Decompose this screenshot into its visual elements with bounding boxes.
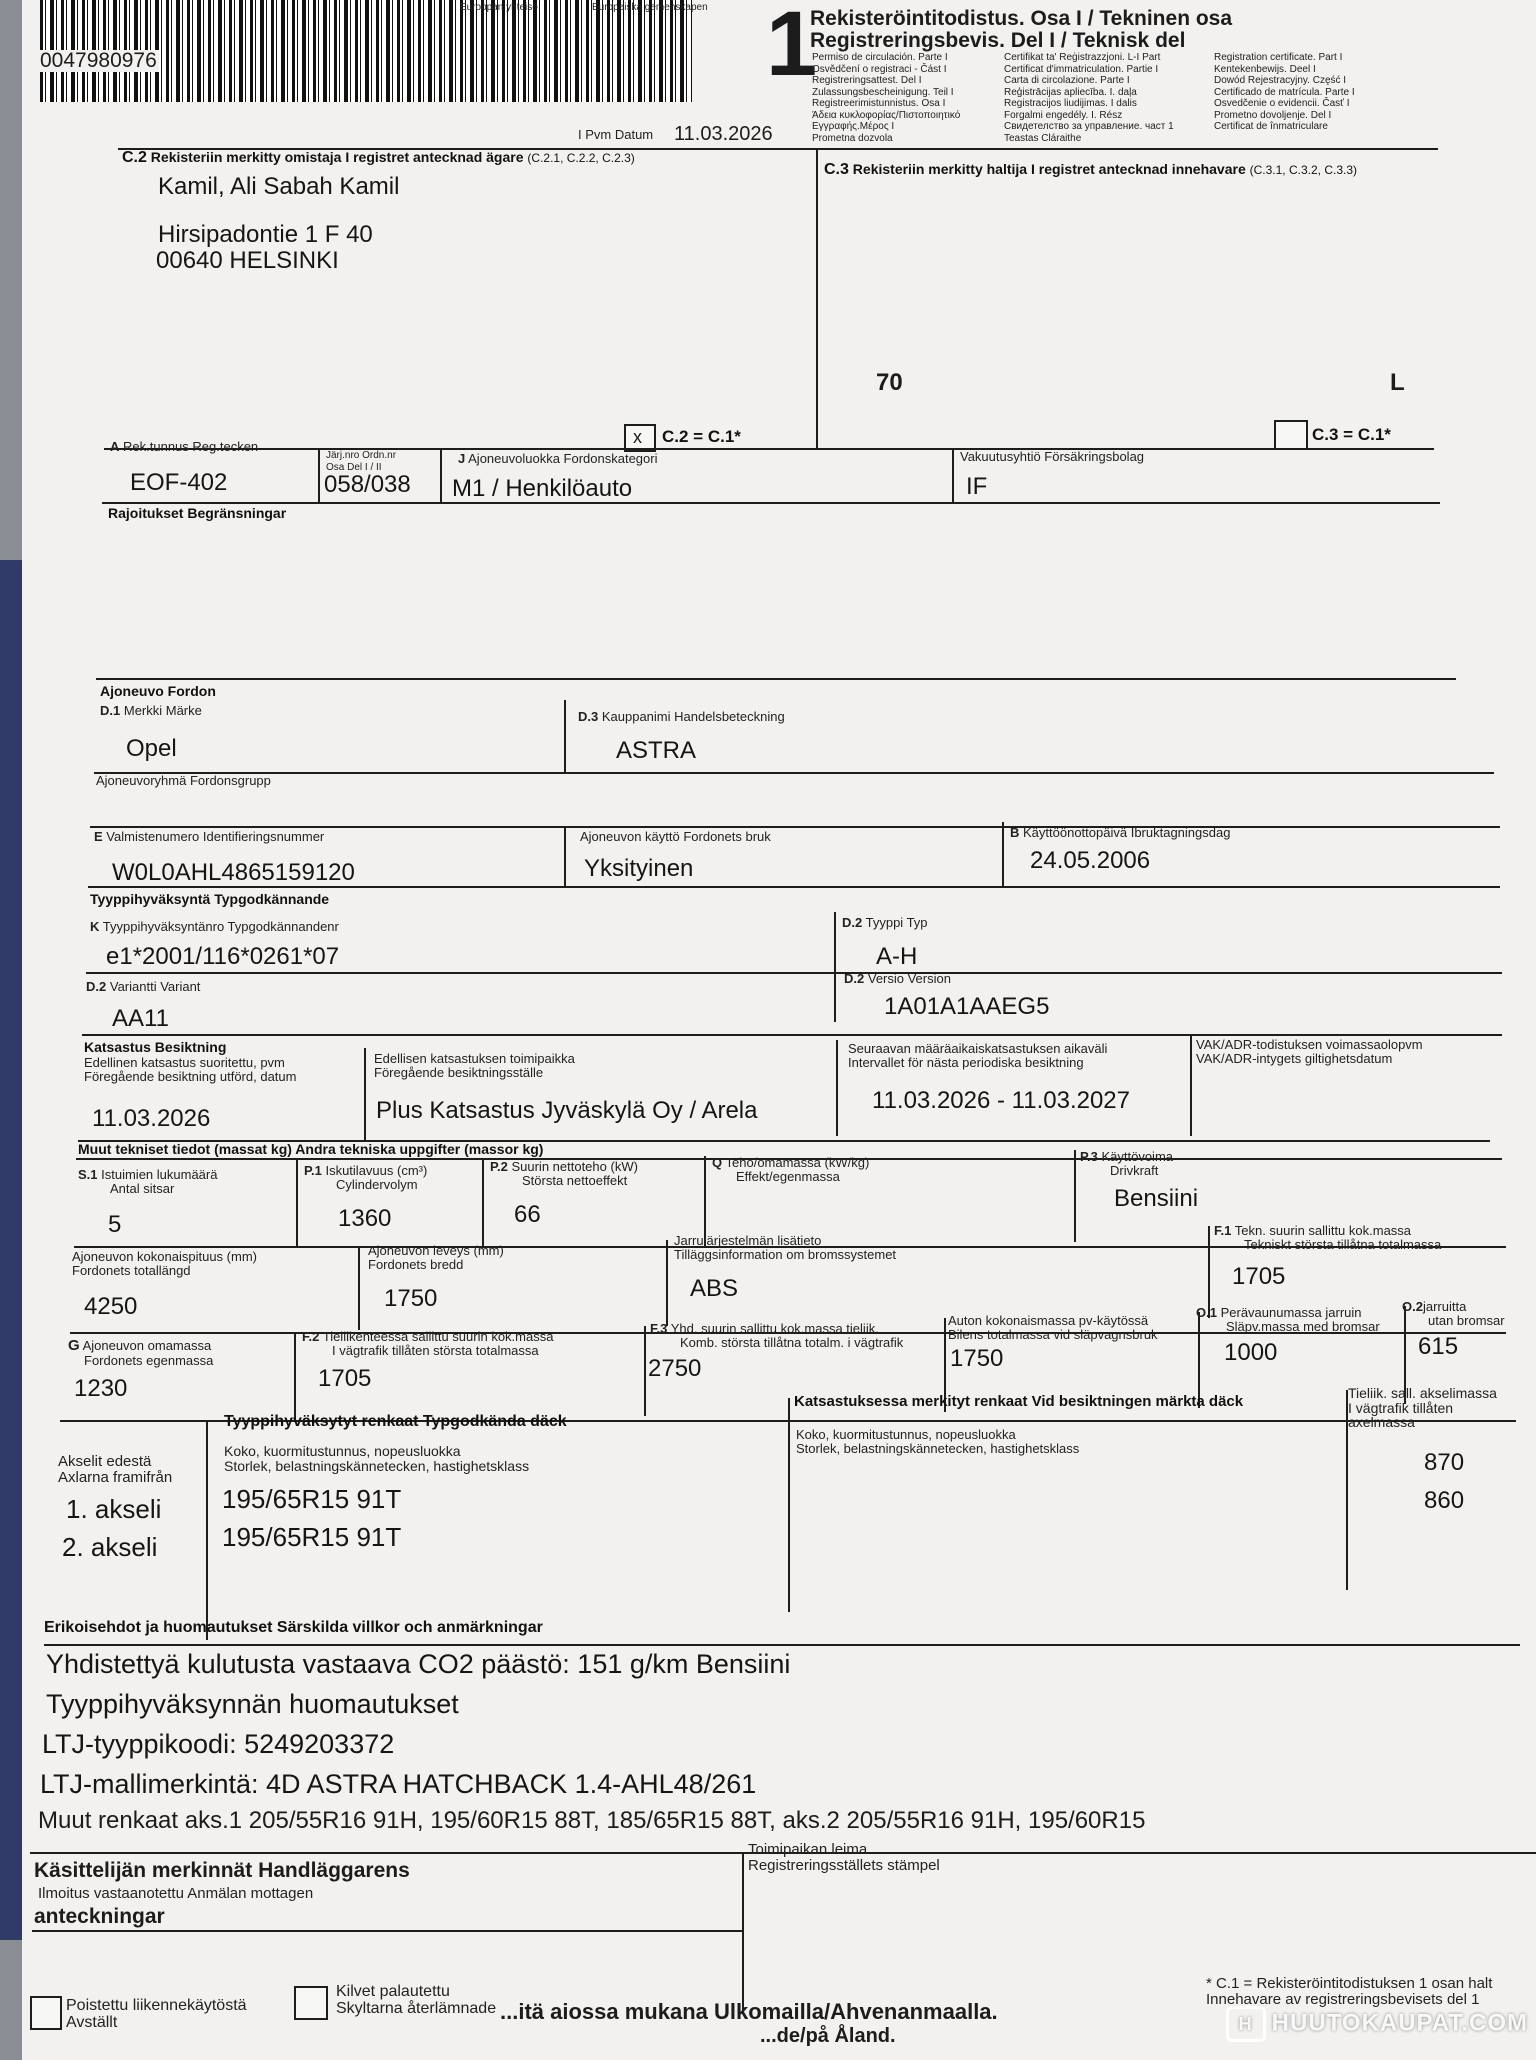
divider xyxy=(666,1240,668,1326)
unbraked-trailer-label: O.2jarruitta utan bromsar xyxy=(1402,1299,1505,1328)
insurance-value: IF xyxy=(966,473,988,500)
language-titles-col2: Certifikat ta' Reġistrazzjoni. L-I Part Certificat d'immatriculation. Partie I Carta di circolazione. Parte I Reģistrācijas apliecība. I. daļa Registracijos liudijimas. I dalis Forgalmi engedély. I. Rész Свидетелство за управление. част 1 Teastas Cláraithe xyxy=(1004,52,1174,144)
divider xyxy=(644,1326,646,1416)
axle-1-label: 1. akseli xyxy=(66,1494,162,1524)
inspection-place-label: Edellisen katsastuksen toimipaikka Föregående besiktningsställe xyxy=(374,1051,575,1080)
unbraked-trailer-value: 615 xyxy=(1418,1333,1459,1360)
power-ratio-label: Q Teho/omamassa (kW/kg) Effekt/egenmassa xyxy=(712,1155,870,1184)
remarks-line-4: LTJ-mallimerkintä: 4D ASTRA HATCHBACK 1.4-AHL48/261 xyxy=(40,1769,757,1799)
inspected-tyres-title: Katsastuksessa merkityt renkaat Vid besiktningen märkta däck xyxy=(794,1393,1244,1410)
restrictions-label: Rajoitukset Begränsningar xyxy=(108,505,287,521)
eu-label-fi: Euroopan yhteisö xyxy=(460,2,538,13)
length-label: Ajoneuvon kokonaispituus (mm) Fordonets totallängd xyxy=(72,1249,257,1278)
vehicle-use-label: Ajoneuvon käyttö Fordonets bruk xyxy=(580,829,771,844)
axle-mass-label: Tieliik. sall. akselimassa I vägtrafik tillåten axelmassa xyxy=(1348,1385,1497,1431)
remarks-line-5: Muut renkaat aks.1 205/55R16 91H, 195/60R15 88T, 185/65R15 88T, aks.2 205/55R16 91H, 195/60R15 xyxy=(38,1807,1146,1834)
abroad-notice: ...itä aiossa mukana Ulkomailla/Ahvenanmaalla. xyxy=(500,1999,998,2024)
cylinder-value: 1360 xyxy=(338,1205,392,1232)
divider xyxy=(88,886,1500,888)
reg-value: EOF-402 xyxy=(130,469,228,496)
abroad-notice-2: ...de/på Åland. xyxy=(760,2025,896,2047)
width-value: 1750 xyxy=(384,1285,438,1312)
tech-section-label: Muut tekniset tiedot (massat kg) Andra tekniska uppgifter (massor kg) xyxy=(78,1141,544,1157)
divider xyxy=(788,1398,790,1612)
road-max-mass-value: 1705 xyxy=(318,1365,372,1392)
version-label: D.2 Versio Version xyxy=(844,971,951,986)
type-approval-number-value: e1*2001/116*0261*07 xyxy=(106,943,340,970)
certificate-title-sv: Registreringsbevis. Del I / Teknisk del xyxy=(810,29,1186,52)
category-value: M1 / Henkilöauto xyxy=(452,475,633,502)
holder-label: C.3 Rekisteriin merkitty haltija I registret antecknad innehavare (C.3.1, C.3.2, C.3.3) xyxy=(824,161,1357,178)
variant-value: AA11 xyxy=(112,1005,169,1032)
c3-equals-c1-label: C.3 = C.1* xyxy=(1312,425,1391,444)
order-label: Järj.nro Ordn.nr Osa Del I / II xyxy=(326,450,397,473)
divider xyxy=(90,826,1500,828)
type-approval-number-label: K Tyyppihyväksyntänro Typgodkännandenr xyxy=(90,919,339,934)
vin-value: W0L0AHL4865159120 xyxy=(112,859,355,886)
divider xyxy=(834,912,836,1022)
kerb-mass-value: 1230 xyxy=(74,1375,128,1402)
cylinder-label: P.1 Iskutilavuus (cm³) Cylindervolym xyxy=(304,1163,428,1192)
divider xyxy=(44,1644,1520,1646)
kerb-mass-label: G Ajoneuvon omamassa Fordonets egenmassa xyxy=(68,1337,214,1368)
plates-returned-label: Kilvet palautettu Skyltarna återlämnade xyxy=(336,1983,497,2017)
make-label: D.1 Merkki Märke xyxy=(100,703,202,718)
towing-mass-value: 1750 xyxy=(950,1345,1004,1372)
owner-name: Kamil, Ali Sabah Kamil xyxy=(158,173,400,200)
approved-tyre-axle-1: 195/65R15 91T xyxy=(222,1484,402,1514)
barcode-number: 0047980976 xyxy=(40,49,157,72)
site-watermark: H HUUTOKAUPAT.COM xyxy=(1226,2006,1528,2042)
divider xyxy=(206,1420,208,1640)
handler-notes-title-2: anteckningar xyxy=(34,1905,165,1928)
variant-label: D.2 Variantti Variant xyxy=(86,979,201,994)
power-label: P.2 Suurin nettoteho (kW) Största nettoeffekt xyxy=(490,1159,638,1188)
divider xyxy=(564,826,566,888)
axles-label: Akselit edestä Axlarna framifrån xyxy=(58,1453,173,1486)
braked-trailer-label: O.1 Perävaunumassa jarruin Släpv.massa med bromsar xyxy=(1196,1305,1380,1334)
width-label: Ajoneuvon leveys (mm) Fordonets bredd xyxy=(368,1243,504,1272)
divider xyxy=(364,1048,366,1140)
combination-mass-label: F.3 Yhd. suurin sallittu kok.massa tieliik. Komb. största tillåtna totalm. i vägtrafik xyxy=(650,1321,904,1350)
vehicle-group-label: Ajoneuvoryhmä Fordonsgrupp xyxy=(96,773,271,788)
divider xyxy=(318,448,320,502)
remarks-line-3: LTJ-tyyppikoodi: 5249203372 xyxy=(42,1729,395,1759)
background-edge xyxy=(0,560,24,1940)
remarks-label: Erikoisehdot ja huomautukset Särskilda villkor och anmärkningar xyxy=(44,1619,543,1636)
owner-city: 00640 HELSINKI xyxy=(156,247,339,274)
axle-2-label: 2. akseli xyxy=(62,1532,158,1562)
axle-mass-1: 870 xyxy=(1424,1449,1465,1476)
divider xyxy=(296,1158,298,1248)
vin-label: E Valmistenumero Identifieringsnummer xyxy=(94,829,325,844)
adr-label: VAK/ADR-todistuksen voimassaolopvm VAK/ADR-intygets giltighetsdatum xyxy=(1196,1037,1423,1066)
seats-label: S.1 Istuimien lukumäärä Antal sitsar xyxy=(78,1167,218,1196)
removed-from-traffic-label: Poistettu liikennekäytöstä Avställt xyxy=(66,1997,247,2031)
approved-tyres-title: Tyyppihyväksytyt renkaat Typgodkända däck xyxy=(224,1413,567,1430)
towing-mass-label: Auton kokonaismassa pv-käytössä Bilens totalmassa vid släpvagnsbruk xyxy=(948,1313,1158,1342)
vehicle-section-label: Ajoneuvo Fordon xyxy=(100,683,216,699)
c2-equals-c1-label: C.2 = C.1* xyxy=(662,427,741,446)
owner-street: Hirsipadontie 1 F 40 xyxy=(158,221,373,248)
divider xyxy=(102,502,1440,504)
removed-from-traffic-checkbox[interactable] xyxy=(30,1996,62,2030)
divider xyxy=(294,1332,296,1422)
c1-footnote: * C.1 = Rekisteröintitodistuksen 1 osan halt Innehavare av registreringsbevisets del 1 xyxy=(1206,1975,1493,2008)
next-inspection-label: Seuraavan määräaikaiskatsastuksen aikaväli Intervallet för nästa periodiska besiktning xyxy=(848,1041,1108,1070)
trade-name-value: ASTRA xyxy=(616,737,697,764)
divider xyxy=(952,448,954,502)
technical-max-mass-label: F.1 Tekn. suurin sallittu kok.massa Tekniskt största tillåtna totalmassa xyxy=(1214,1223,1442,1252)
divider xyxy=(96,678,1456,680)
braked-trailer-value: 1000 xyxy=(1224,1339,1278,1366)
divider xyxy=(1002,822,1004,886)
type-approval-section-label: Tyyppihyväksyntä Typgodkännande xyxy=(90,891,330,907)
technical-max-mass-value: 1705 xyxy=(1232,1263,1286,1290)
length-value: 4250 xyxy=(84,1293,138,1320)
divider xyxy=(358,1246,360,1330)
brake-info-value: ABS xyxy=(690,1275,739,1302)
divider xyxy=(86,972,1502,974)
divider xyxy=(482,1158,484,1248)
language-titles-col1: Permiso de circulación. Parte I Osvědčení o registraci - Část I Registreringsattest. Del I Zulassungsbescheinigung. Teil I Registreerimistunnistus. Osa I Άδεια κυκλοφορίας/Πιστοποιητικό Εγγραφής.Μέρος I Prometna dozvola xyxy=(812,52,961,144)
combination-mass-value: 2750 xyxy=(648,1355,702,1382)
language-titles-col3: Registration certificate. Part I Kentekenbewijs. Deel I Dowód Rejestracyjny. Część I Certificado de matrícula. Parte I Osvedčenie o evidencii. Časť I Prometno dovoljenje. Del I Certificat de înmatriculare xyxy=(1214,52,1355,132)
type-value: A-H xyxy=(876,943,918,970)
version-value: 1A01A1AAEG5 xyxy=(884,993,1050,1020)
divider xyxy=(94,772,1494,774)
first-use-value: 24.05.2006 xyxy=(1030,847,1151,874)
approved-tyre-axle-2: 195/65R15 91T xyxy=(222,1522,402,1552)
plates-returned-checkbox[interactable] xyxy=(294,1986,328,2020)
inspection-section-label: Katsastus Besiktning xyxy=(84,1039,227,1055)
last-inspection-label: Edellinen katsastus suoritettu, pvm Föregående besiktning utförd, datum xyxy=(84,1055,297,1084)
power-value: 66 xyxy=(514,1201,541,1228)
trade-name-label: D.3 Kauppanimi Handelsbeteckning xyxy=(578,709,785,724)
divider xyxy=(32,1930,742,1932)
divider xyxy=(1190,1036,1192,1136)
category-label: J Ajoneuvoluokka Fordonskategori xyxy=(458,451,658,466)
divider xyxy=(82,1034,1502,1036)
vehicle-use-value: Yksityinen xyxy=(584,855,694,882)
divider xyxy=(440,448,442,502)
owner-label: C.2 Rekisteriin merkitty omistaja I registret antecknad ägare (C.2.1, C.2.2, C.2.3) xyxy=(122,149,635,166)
remarks-line-1: Yhdistettyä kulutusta vastaava CO2 päästö: 151 g/km Bensiini xyxy=(46,1649,791,1679)
divider xyxy=(742,1852,744,2012)
c3-equals-c1-checkbox[interactable] xyxy=(1274,420,1308,450)
handler-notes-title: Käsittelijän merkinnät Handläggarens xyxy=(34,1859,410,1882)
last-inspection-value: 11.03.2026 xyxy=(92,1105,211,1132)
approved-tyres-subtitle: Koko, kuormitustunnus, nopeusluokka Storlek, belastningskännetecken, hastighetsklass xyxy=(224,1443,530,1474)
stamp-label: Toimipaikan leima Registreringsställets stämpel xyxy=(748,1841,940,1874)
insurance-label: Vakuutusyhtiö Försäkringsbolag xyxy=(960,449,1145,464)
fuel-value: Bensiini xyxy=(1114,1185,1199,1212)
type-label: D.2 Tyyppi Typ xyxy=(842,915,928,930)
reg-label: A Rek.tunnus Reg.tecken xyxy=(110,439,259,454)
notice-received-label: Ilmoitus vastaanotettu Anmälan mottagen xyxy=(38,1885,314,1902)
fuel-label: P.3 Käyttövoima Drivkraft xyxy=(1080,1149,1174,1178)
order-value: 058/038 xyxy=(324,471,411,498)
seats-value: 5 xyxy=(108,1211,122,1238)
date-label: I Pvm Datum xyxy=(578,127,654,142)
inspection-place-value: Plus Katsastus Jyväskylä Oy / Arela xyxy=(376,1097,758,1124)
holder-letter: L xyxy=(1390,369,1405,396)
inspected-tyres-subtitle: Koko, kuormitustunnus, nopeusluokka Storlek, belastningskännetecken, hastighetsklass xyxy=(796,1427,1080,1456)
part-number: 1 xyxy=(766,0,818,95)
divider xyxy=(104,448,1434,450)
watermark-logo-icon: H xyxy=(1226,2006,1266,2042)
next-inspection-value: 11.03.2026 - 11.03.2027 xyxy=(872,1087,1130,1114)
eu-label-sv: Europeiska gemenskapen xyxy=(592,2,708,13)
brake-info-label: Jarrujärjestelmän lisätieto Tilläggsinformation om bromssystemet xyxy=(674,1233,897,1262)
certificate-title-fi: Rekisteröintitodistus. Osa I / Tekninen osa xyxy=(810,7,1233,30)
first-use-label: B Käyttöönottopäivä Ibruktagningsdag xyxy=(1010,825,1231,840)
date-value: 11.03.2026 xyxy=(674,123,773,145)
axle-mass-2: 860 xyxy=(1424,1487,1465,1514)
divider xyxy=(564,700,566,772)
divider xyxy=(836,1040,838,1136)
holder-number: 70 xyxy=(876,369,903,396)
divider xyxy=(816,148,818,448)
remarks-line-2: Tyyppihyväksynnän huomautukset xyxy=(46,1689,459,1719)
make-value: Opel xyxy=(126,735,177,762)
c2-equals-c1-checkbox[interactable]: x xyxy=(624,424,656,452)
road-max-mass-label: F.2 Tieliikenteessä sallittu suurin kok.massa I vägtrafik tillåten största totalmassa xyxy=(302,1329,554,1358)
divider xyxy=(1074,1150,1076,1242)
